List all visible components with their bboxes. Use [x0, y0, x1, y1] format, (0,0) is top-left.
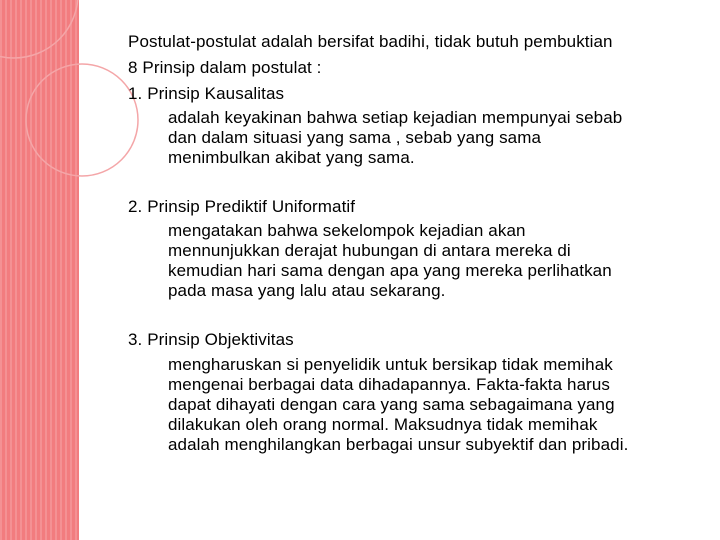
principle-3-text-line: mengharuskan si penyelidik untuk bersikap tidak memihak [168, 355, 613, 374]
principle-1-text-line: menimbulkan akibat yang sama. [168, 148, 415, 167]
principle-3-text-line: mengenai berbagai data dihadapannya. Fakta-fakta harus [168, 375, 611, 394]
principle-1-text-line: dan dalam situasi yang sama , sebab yang sama [168, 128, 542, 147]
principle-2-text-line: pada masa yang lalu atau sekarang. [168, 281, 446, 300]
principle-3-text-line: adalah menghilangkan berbagai unsur subyektif dan pribadi. [168, 435, 629, 454]
principle-3-text-line: dapat dihayati dengan cara yang sama sebagaimana yang [168, 395, 615, 414]
principle-2-text-line: mengatakan bahwa sekelompok kejadian akan [168, 221, 526, 240]
intro-line-1: Postulat-postulat adalah bersifat badihi, tidak butuh pembuktian [128, 32, 613, 51]
principle-1-text-line: adalah keyakinan bahwa setiap kejadian mempunyai sebab [168, 108, 623, 127]
principle-2-text-line: kemudian hari sama dengan apa yang mereka perlihatkan [168, 261, 612, 280]
principle-3-heading: 3. Prinsip Objektivitas [128, 330, 294, 349]
principle-2-heading: 2. Prinsip Prediktif Uniformatif [128, 197, 356, 216]
principle-1-heading: 1. Prinsip Kausalitas [128, 84, 285, 103]
intro-line-2: 8 Prinsip dalam postulat : [128, 58, 322, 77]
principle-2-text-line: mennunjukkan derajat hubungan di antara mereka di [168, 241, 571, 260]
principle-3-text-line: dilakukan oleh orang normal. Maksudnya tidak memihak [168, 415, 598, 434]
